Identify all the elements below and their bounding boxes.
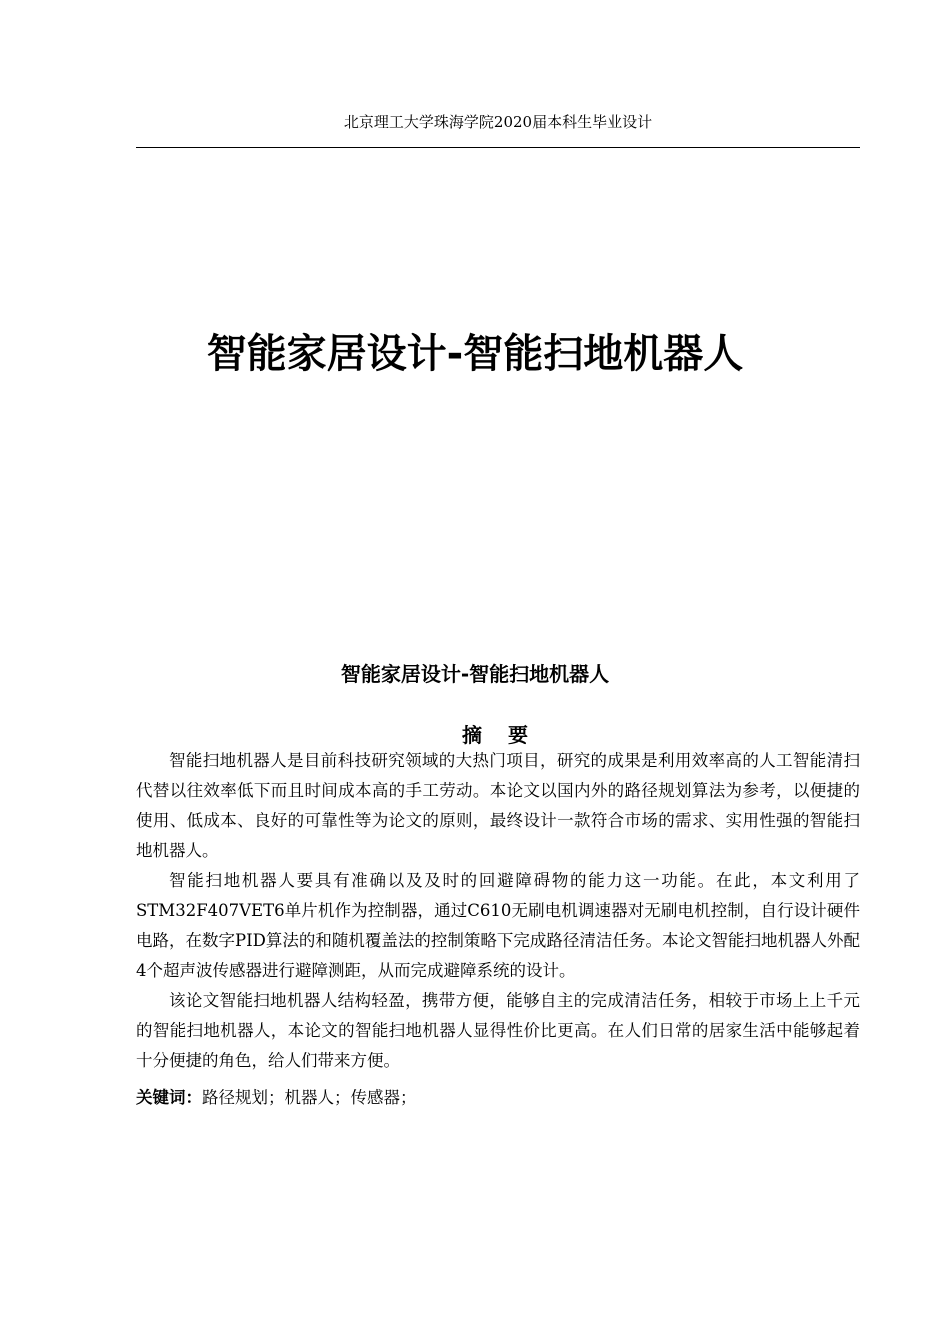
abstract-paragraph-2: 智能扫地机器人要具有准确以及及时的回避障碍物的能力这一功能。在此，本文利用了STM32F407VET6单片机作为控制器，通过C610无刷电机调速器对无刷电机控制，自行设计硬件电路，在数字PID算法的和随机覆盖法的控制策略下完成路径清洁任务。本论文智能扫地机器人外配4个超声波传感器进行避障测距，从而完成避障系统的设计。 xyxy=(136,871,860,980)
header-rule xyxy=(136,147,860,148)
keywords-line xyxy=(136,1084,860,1112)
abstract-paragraph-1: 智能扫地机器人是目前科技研究领域的大热门项目，研究的成果是利用效率高的人工智能清扫代替以往效率低下而且时间成本高的手工劳动。本论文以国内外的路径规划算法为参考，以便捷的使用、低成本、良好的可靠性等为论文的原则，最终设计一款符合市场的需求、实用性强的智能扫地机器人。 xyxy=(136,751,860,860)
running-header: 北京理工大学珠海学院2020届本科生毕业设计 xyxy=(343,113,653,131)
abstract-body xyxy=(136,746,860,1076)
abstract-heading-left: 摘 xyxy=(462,723,482,747)
abstract-title: 智能家居设计-智能扫地机器人 xyxy=(340,662,610,686)
keywords-label: 关键词： xyxy=(136,1088,202,1107)
abstract-paragraph-3: 该论文智能扫地机器人结构轻盈，携带方便，能够自主的完成清洁任务，相较于市场上上千元的智能扫地机器人，本论文的智能扫地机器人显得性价比更高。在人们日常的居家生活中能够起着十分便捷的角色，给人们带来方便。 xyxy=(136,991,860,1070)
keywords-value: 路径规划；机器人；传感器； xyxy=(202,1088,417,1107)
abstract-heading-right: 要 xyxy=(508,723,528,747)
main-title: 智能家居设计-智能扫地机器人 xyxy=(206,331,744,377)
abstract-heading xyxy=(0,722,950,748)
